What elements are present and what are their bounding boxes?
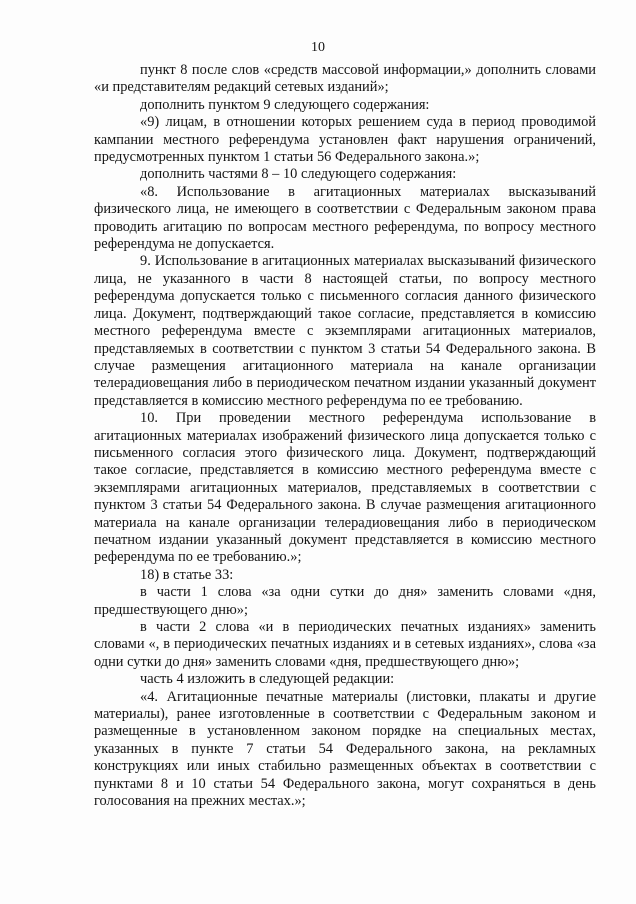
page-number: 10 — [311, 40, 325, 55]
paragraph: 18) в статье 33: — [140, 566, 234, 583]
paragraph: «4. Агитационные печатные материалы (листовки, плакаты и другие материалы), ранее изготовленные в соответствии с Федеральным законом и размещенные в установленном законом порядке на специальных местах, указанных в пункте 7 статьи 54 Федерального закона, на рекламных конструкциях или иных стабильно размещенных объектах в соответствии с пунктами 8 и 10 статьи 54 Федерального закона, могут сохраняться в день голосования на прежних местах.»; — [94, 688, 596, 810]
paragraph: «9) лицам, в отношении которых решением суда в период проводимой кампании местного референдума установлен факт нарушения ограничений, предусмотренных пунктом 1 статьи 56 Федерального закона.»; — [94, 114, 596, 166]
paragraph: в части 2 слова «и в периодических печатных изданиях» заменить словами «, в периодических печатных изданиях и в сетевых изданиях», слова «за одни сутки до дня» заменить словами «дня, предшествующего дню»; — [94, 619, 596, 670]
paragraph: дополнить частями 8 – 10 следующего содержания: — [140, 166, 457, 183]
paragraph: пункт 8 после слов «средств массовой информации,» дополнить словами «и представителям редакций сетевых изданий»; — [94, 62, 596, 96]
paragraph: дополнить пунктом 9 следующего содержания: — [140, 96, 430, 113]
paragraph: 10. При проведении местного референдума использование в агитационных материалах изображений физического лица допускается только с письменного согласия этого физического лица. Документ, подтверждающий такое согласие, представляется в комиссию местного референдума вместе с экземплярами агитационных материалов, представляемых в соответствии с пунктом 3 статьи 54 Федерального закона. В случае размещения агитационного материала на канале организации телерадиовещания либо в периодическом печатном издании указанный документ представляется в комиссию местного референдума по ее требованию.»; — [94, 410, 596, 566]
body-text — [94, 62, 596, 810]
paragraph: в части 1 слова «за одни сутки до дня» заменить словами «дня, предшествующего дню»; — [94, 584, 596, 618]
paragraph: часть 4 изложить в следующей редакции: — [140, 671, 395, 688]
paragraph: 9. Использование в агитационных материалах высказываний физического лица, не указанного в части 8 настоящей статьи, по вопросу местного референдума допускается только с письменного согласия данного физического лица. Документ, подтверждающий такое согласие, представляется в комиссию местного референдума вместе с экземплярами агитационных материалов, представляемых в соответствии с пунктом 3 статьи 54 Федерального закона. В случае размещения агитационного материала на канале организации телерадиовещания либо в периодическом печатном издании указанный документ представляется в комиссию местного референдума по ее требованию. — [94, 253, 596, 409]
paragraph: «8. Использование в агитационных материалах высказываний физического лица, не имеющего в соответствии с Федеральным законом права проводить агитацию по вопросам местного референдума, по вопросу местного референдума не допускается. — [94, 183, 596, 253]
